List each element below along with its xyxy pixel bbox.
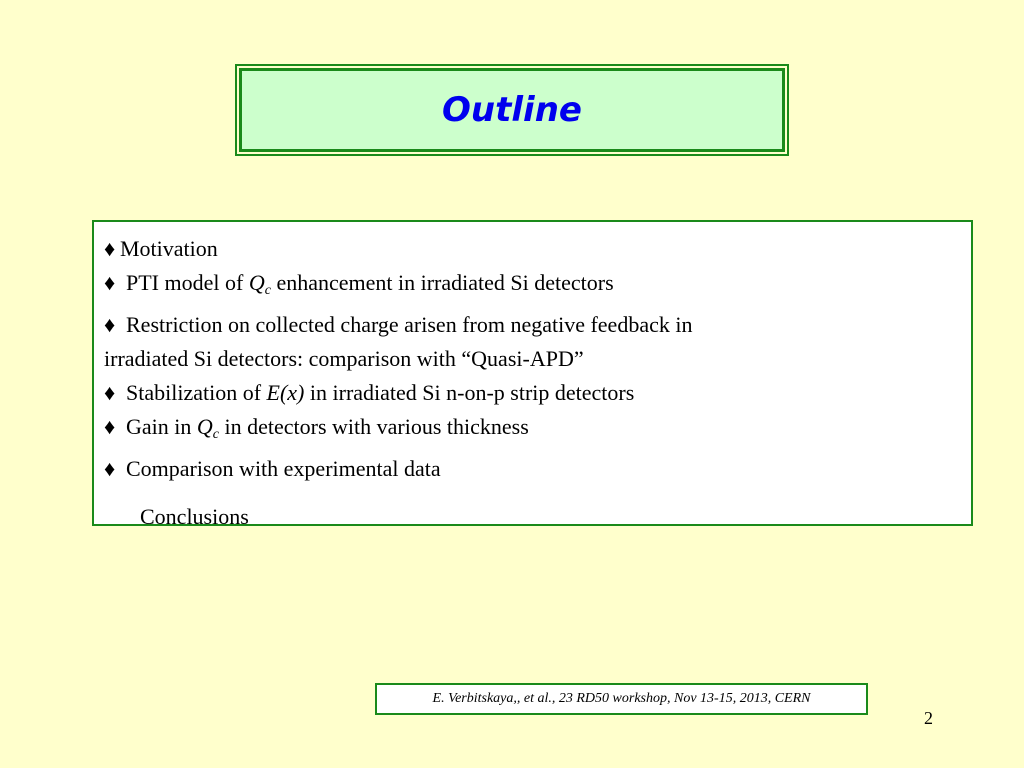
item-text: Conclusions: [140, 504, 249, 529]
title-box: [235, 64, 789, 156]
q-symbol: Q: [248, 270, 265, 295]
title-inner: [239, 68, 785, 152]
item-text: irradiated Si detectors: comparison with “Quasi-APD”: [104, 346, 584, 371]
diamond-bullet-icon: ♦: [104, 456, 116, 481]
item-text: in detectors with various thickness: [219, 414, 529, 439]
diamond-bullet-icon: ♦: [104, 380, 116, 405]
ex-symbol: E(x): [266, 380, 305, 405]
outline-item-conclusions: [104, 500, 961, 534]
slide-title: Outline: [442, 90, 582, 130]
outline-item-restriction-cont: [104, 342, 961, 376]
item-text: Comparison with experimental data: [126, 456, 441, 481]
diamond-bullet-icon: ♦: [104, 312, 116, 337]
diamond-bullet-icon: ♦: [104, 236, 116, 261]
outline-item-pti-model: [104, 266, 961, 308]
outline-item-gain: [104, 410, 961, 452]
outline-item-comparison: [104, 452, 961, 486]
q-symbol: Q: [196, 414, 213, 439]
item-text: Motivation: [120, 236, 218, 261]
item-text: enhancement in irradiated Si detectors: [270, 270, 614, 295]
item-text: Stabilization of: [126, 380, 267, 405]
page-number: 2: [924, 708, 933, 728]
outline-box: [92, 220, 973, 529]
item-text: Restriction on collected charge arisen from negative feedback in: [126, 312, 693, 337]
outline-item-stabilization: [104, 376, 961, 410]
item-text: PTI model of: [126, 270, 249, 295]
c-subscript: c: [212, 427, 219, 442]
diamond-bullet-icon: ♦: [104, 270, 116, 295]
item-text: Gain in: [126, 414, 197, 439]
item-text: in irradiated Si n-on-p strip detectors: [304, 380, 635, 405]
outline-item-motivation: [104, 232, 961, 266]
diamond-bullet-icon: ♦: [104, 414, 116, 439]
c-subscript: c: [264, 283, 271, 298]
citation-text: E. Verbitskaya,, et al., 23 RD50 workshop, Nov 13-15, 2013, CERN: [432, 691, 811, 706]
citation-box: [375, 683, 868, 715]
outline-item-restriction: [104, 308, 961, 342]
